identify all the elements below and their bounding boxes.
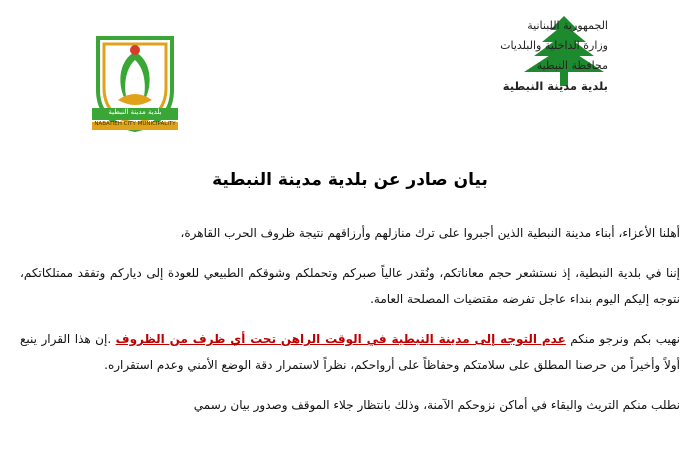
gov-line-governorate: محافظة النبطية [536,59,608,72]
paragraph-3-end: .إن هذا القرار ينبع أولاً وأخيراً من حرصنا المطلق على سلامتكم وحفاظاً على أرواحكم، نظراً لاستمرار دقة الوضع الأمني وعدم استقراره. [20,332,680,372]
logo-caption: بلدية مدينة النبطية [108,108,162,116]
gov-line-republic: الجمهورية اللبنانية [527,19,608,32]
gov-line-municipality: بلدية مدينة النبطية [502,79,608,93]
paragraph-4: نطلب منكم التريث والبقاء في أماكن نزوحكم الآمنة، وذلك بانتظار جلاء الموقف وصدور بيان رسمي [193,398,680,412]
highlighted-warning: عدم التوجه إلى مدينة النبطية في الوقت الراهن تحت أي ظرف من الظروف [115,332,566,346]
logo-caption-en: NABATIEH CITY MUNICIPALITY [94,121,176,127]
government-heading [500,16,608,96]
document-title: بيان صادر عن بلدية مدينة النبطية [212,170,488,190]
paragraph-3 [20,326,680,378]
paragraph-1: أهلنا الأعزاء، أبناء مدينة النبطية الذين أجبروا على ترك منازلهم وأرزاقهم نتيجة ظروف الحرب القاهرة، [180,226,680,240]
letterhead [0,0,700,150]
paragraph-3-start: نهيب بكم ونرجو منكم [565,332,680,346]
paragraph-2: إننا في بلدية النبطية، إذ نستشعر حجم معاناتكم، ونُقدر عالياً صبركم وتحملكم وشوقكم الطبيعي للعودة إلى دياركم وتفقد ممتلكاتكم، نتوجه إليكم اليوم بنداء عاجل تفرضه مقتضيات المصلحة العامة. [20,266,680,306]
gov-line-ministry: وزارة الداخلية والبلديات [500,39,608,52]
document-body [20,220,680,432]
